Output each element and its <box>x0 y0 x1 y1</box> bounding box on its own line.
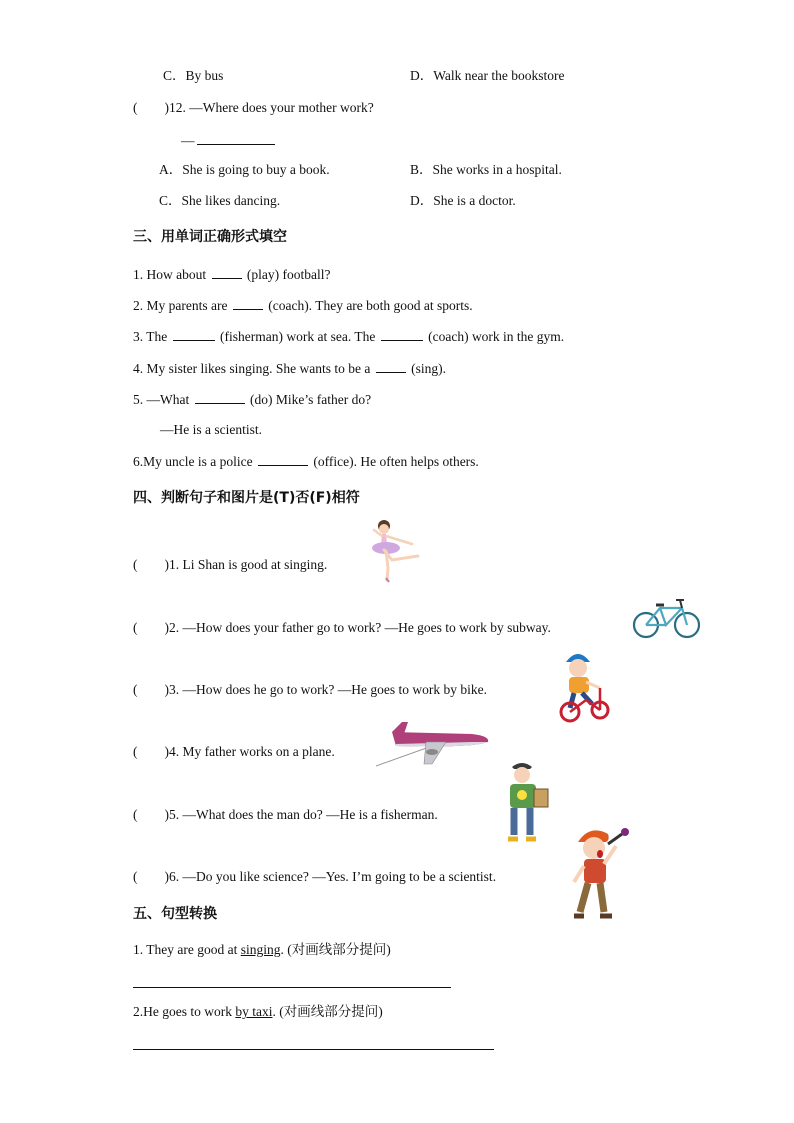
q12-option-b: B．She works in a hospital. <box>410 162 562 177</box>
word-hint: (coach) <box>428 329 469 344</box>
answer-line-12 <box>181 132 277 149</box>
answer-blank[interactable] <box>197 132 275 145</box>
fill-item-4 <box>133 360 446 377</box>
judge-item-1: ( )1. Li Shan is good at singing. <box>133 557 328 572</box>
item-text: work at sea. The <box>286 329 376 344</box>
underlined-phrase: by taxi <box>235 1004 273 1019</box>
coach-man-icon <box>500 757 554 845</box>
word-hint: (sing). <box>411 361 446 376</box>
question-12: ( )12. —Where does your mother work? <box>133 100 374 115</box>
section-5-title: 五、句型转换 <box>133 906 217 922</box>
item-instruction: . (对画线部分提问) <box>272 1004 383 1019</box>
judge-item-6: ( )6. —Do you like science? —Yes. I’m going to be a scientist. <box>133 869 497 884</box>
q12-option-c: C．She likes dancing. <box>159 193 281 208</box>
item-text: 5. —What <box>133 392 190 407</box>
judge-item-3: ( )3. —How does he go to work? —He goes to work by bike. <box>133 682 487 697</box>
answer-dash: — <box>181 133 195 148</box>
item-text: 4. My sister likes singing. She wants to be a <box>133 361 371 376</box>
item-text: 1. How about <box>133 267 207 282</box>
item-text: 3. The <box>133 329 168 344</box>
item-text: He often helps others. <box>360 454 479 469</box>
bicycle-icon <box>632 594 702 640</box>
judge-item-4: ( )4. My father works on a plane. <box>133 744 335 759</box>
fill-item-1 <box>133 266 330 283</box>
fill-blank[interactable] <box>381 328 423 341</box>
singing-boy-icon <box>570 824 640 922</box>
ballerina-icon <box>362 516 428 584</box>
q12-option-a: A．She is going to buy a book. <box>159 162 330 177</box>
fill-item-3 <box>133 328 564 345</box>
transform-item-2 <box>133 1004 383 1020</box>
q12-option-d: D．She is a doctor. <box>410 193 516 208</box>
item-text: Mike’s father do? <box>275 392 372 407</box>
word-hint: (office). <box>313 454 357 469</box>
fill-item-2 <box>133 297 473 314</box>
answer-line-2[interactable] <box>133 1049 494 1050</box>
section-3-title: 三、用单词正确形式填空 <box>133 229 287 245</box>
word-hint: (do) <box>250 392 273 407</box>
fill-blank[interactable] <box>195 391 245 404</box>
item-text: 2. My parents are <box>133 298 228 313</box>
boy-on-bike-icon <box>556 648 610 724</box>
fill-blank[interactable] <box>233 297 263 310</box>
airplane-icon <box>372 720 494 772</box>
fill-item-6 <box>133 453 479 470</box>
fill-blank[interactable] <box>258 453 308 466</box>
item-text: 1. They are good at <box>133 942 241 957</box>
fill-item-5-answer: —He is a scientist. <box>160 422 262 437</box>
answer-line-1[interactable] <box>133 987 451 988</box>
option-d-walk: D．Walk near the bookstore <box>410 68 565 83</box>
option-c-by-bus: C．By bus <box>163 68 224 83</box>
word-hint: (fisherman) <box>220 329 283 344</box>
word-hint: (play) <box>246 267 280 282</box>
judge-item-5: ( )5. —What does the man do? —He is a fisherman. <box>133 807 438 822</box>
judge-item-2: ( )2. —How does your father go to work? —He goes to work by subway. <box>133 620 551 635</box>
fill-item-5 <box>133 391 371 408</box>
section-4-title: 四、判断句子和图片是(T)否(F)相符 <box>133 490 360 506</box>
underlined-phrase: singing <box>240 942 281 957</box>
item-instruction: . (对画线部分提问) <box>280 942 391 957</box>
item-text: 6.My uncle is a police <box>133 454 253 469</box>
transform-item-1 <box>133 942 391 958</box>
item-text: They are both good at sports. <box>315 298 473 313</box>
fill-blank[interactable] <box>173 328 215 341</box>
fill-blank[interactable] <box>376 360 406 373</box>
item-text: football? <box>282 267 331 282</box>
item-text: work in the gym. <box>471 329 565 344</box>
item-text: 2.He goes to work <box>133 1004 236 1019</box>
word-hint: (coach). <box>268 298 313 313</box>
fill-blank[interactable] <box>212 266 242 279</box>
